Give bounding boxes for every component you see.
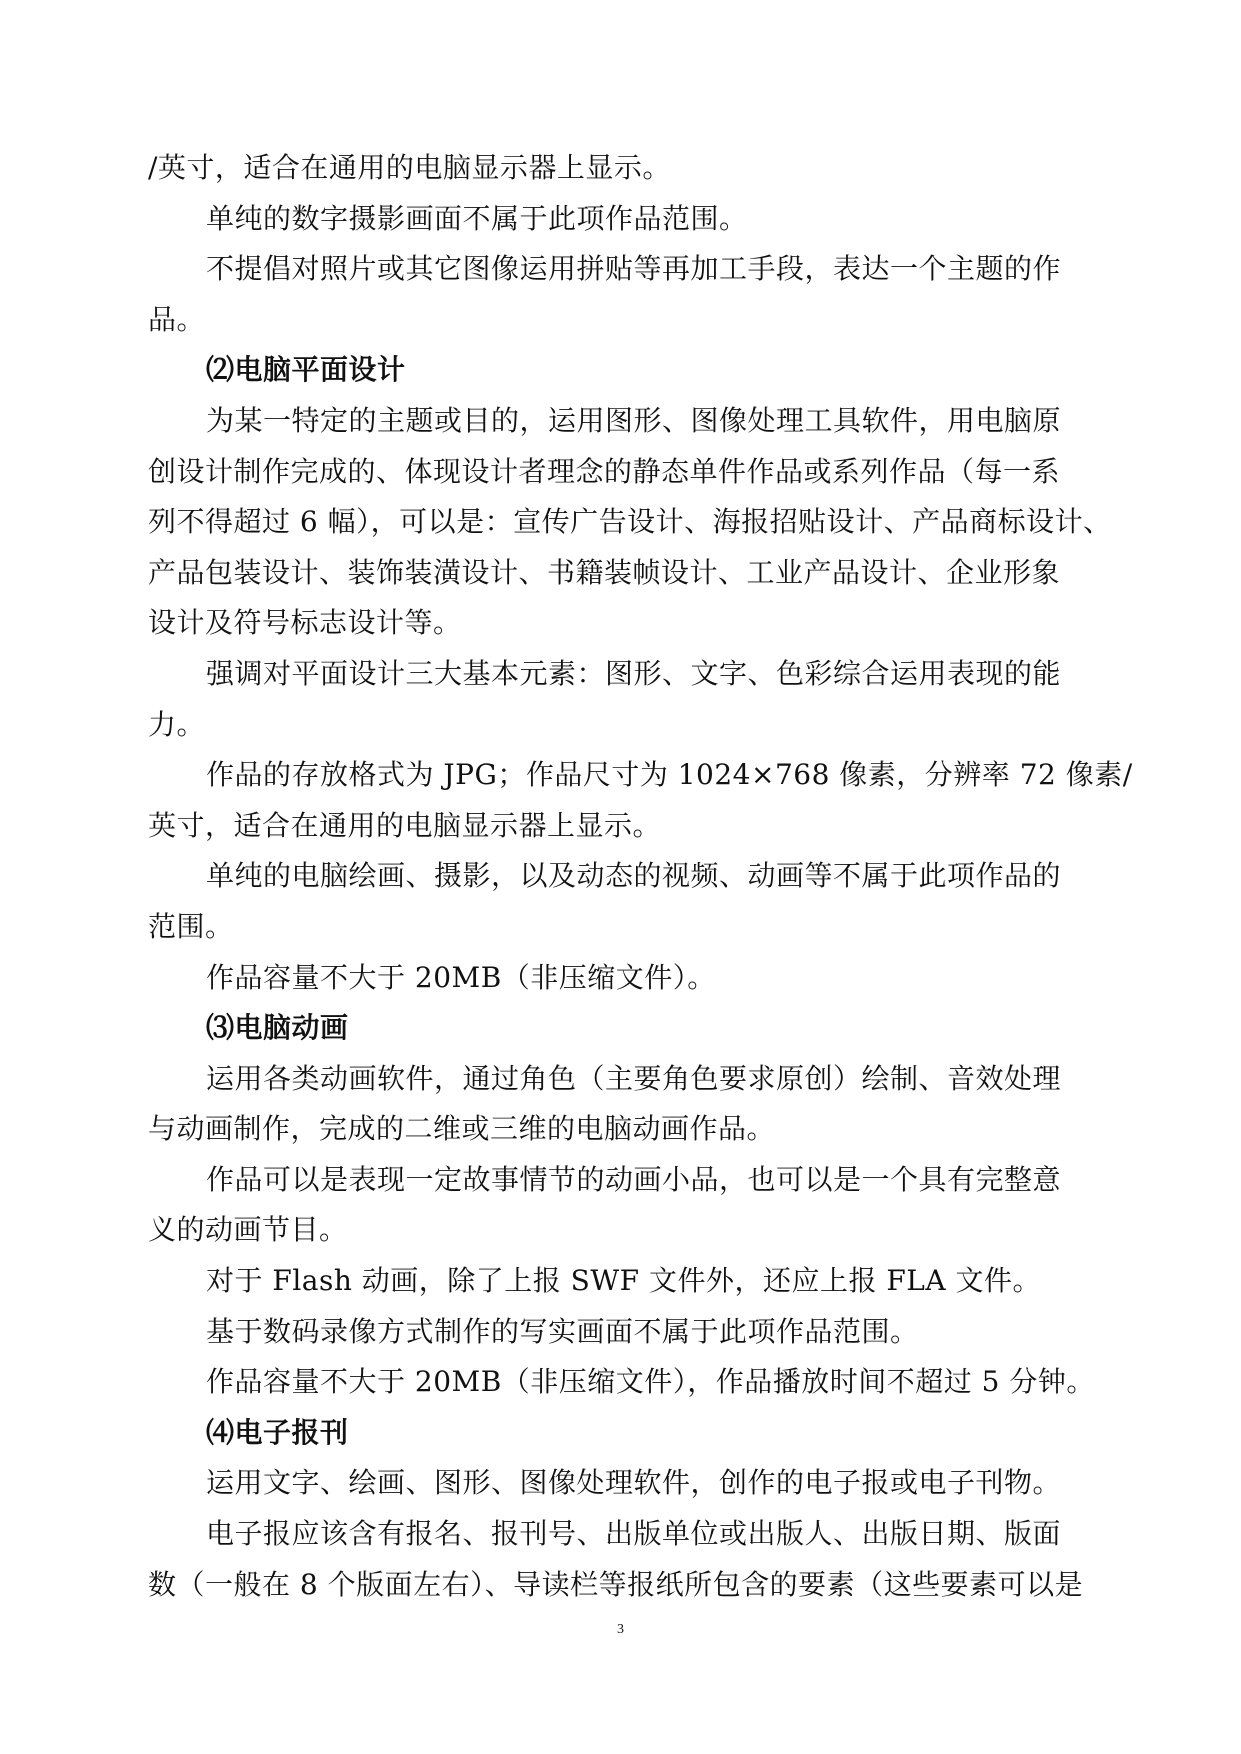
text-line: 运用各类动画软件，通过角色（主要角色要求原创）绘制、音效处理 <box>206 1061 1062 1095</box>
text-line: 不提倡对照片或其它图像运用拼贴等再加工手段，表达一个主题的作 <box>206 252 1062 286</box>
section-heading: ⑵电脑平面设计 <box>206 353 406 387</box>
text-line: 为某一特定的主题或目的，运用图形、图像处理工具软件，用电脑原 <box>206 403 1062 437</box>
text-line: 设计及符号标志设计等。 <box>148 606 462 640</box>
text-line: 义的动画节目。 <box>148 1213 348 1247</box>
text-line: 创设计制作完成的、体现设计者理念的静态单件作品或系列作品（每一系 <box>148 454 1061 488</box>
section-heading: ⑷电子报刊 <box>206 1415 349 1449</box>
text-line: 数（一般在 8 个版面左右）、导读栏等报纸所包含的要素（这些要素可以是 <box>148 1567 1084 1601</box>
text-line: 品。 <box>148 302 206 336</box>
text-line: 单纯的数字摄影画面不属于此项作品范围。 <box>206 201 748 235</box>
text-line: 英寸，适合在通用的电脑显示器上显示。 <box>148 808 662 842</box>
text-line: 电子报应该含有报名、报刊号、出版单位或出版人、出版日期、版面 <box>206 1517 1062 1551</box>
text-line: 作品容量不大于 20MB（非压缩文件），作品播放时间不超过 5 分钟。 <box>206 1365 1095 1399</box>
text-line: 列不得超过 6 幅），可以是：宣传广告设计、海报招贴设计、产品商标设计、 <box>148 505 1112 539</box>
document-body <box>148 143 1133 1610</box>
text-line: 范围。 <box>148 909 234 943</box>
text-line: 产品包装设计、装饰装潢设计、书籍装帧设计、工业产品设计、企业形象 <box>148 555 1061 589</box>
text-line: 与动画制作，完成的二维或三维的电脑动画作品。 <box>148 1112 776 1146</box>
text-line: 对于 Flash 动画，除了上报 SWF 文件外，还应上报 FLA 文件。 <box>206 1264 1042 1298</box>
text-line: 强调对平面设计三大基本元素：图形、文字、色彩综合运用表现的能 <box>206 656 1062 690</box>
text-line: 力。 <box>148 707 206 741</box>
page-number: 3 <box>617 1622 624 1637</box>
text-line: 作品容量不大于 20MB（非压缩文件）。 <box>206 960 716 994</box>
section-heading: ⑶电脑动画 <box>206 1011 349 1045</box>
text-line: 基于数码录像方式制作的写实画面不属于此项作品范围。 <box>206 1314 919 1348</box>
text-line: 单纯的电脑绘画、摄影，以及动态的视频、动画等不属于此项作品的 <box>206 859 1062 893</box>
text-line: 作品可以是表现一定故事情节的动画小品，也可以是一个具有完整意 <box>206 1162 1062 1196</box>
text-line: /英寸，适合在通用的电脑显示器上显示。 <box>148 151 671 184</box>
text-line: 作品的存放格式为 JPG；作品尺寸为 1024×768 像素，分辨率 72 像素/ <box>206 758 1133 792</box>
text-line: 运用文字、绘画、图形、图像处理软件，创作的电子报或电子刊物。 <box>206 1466 1062 1500</box>
